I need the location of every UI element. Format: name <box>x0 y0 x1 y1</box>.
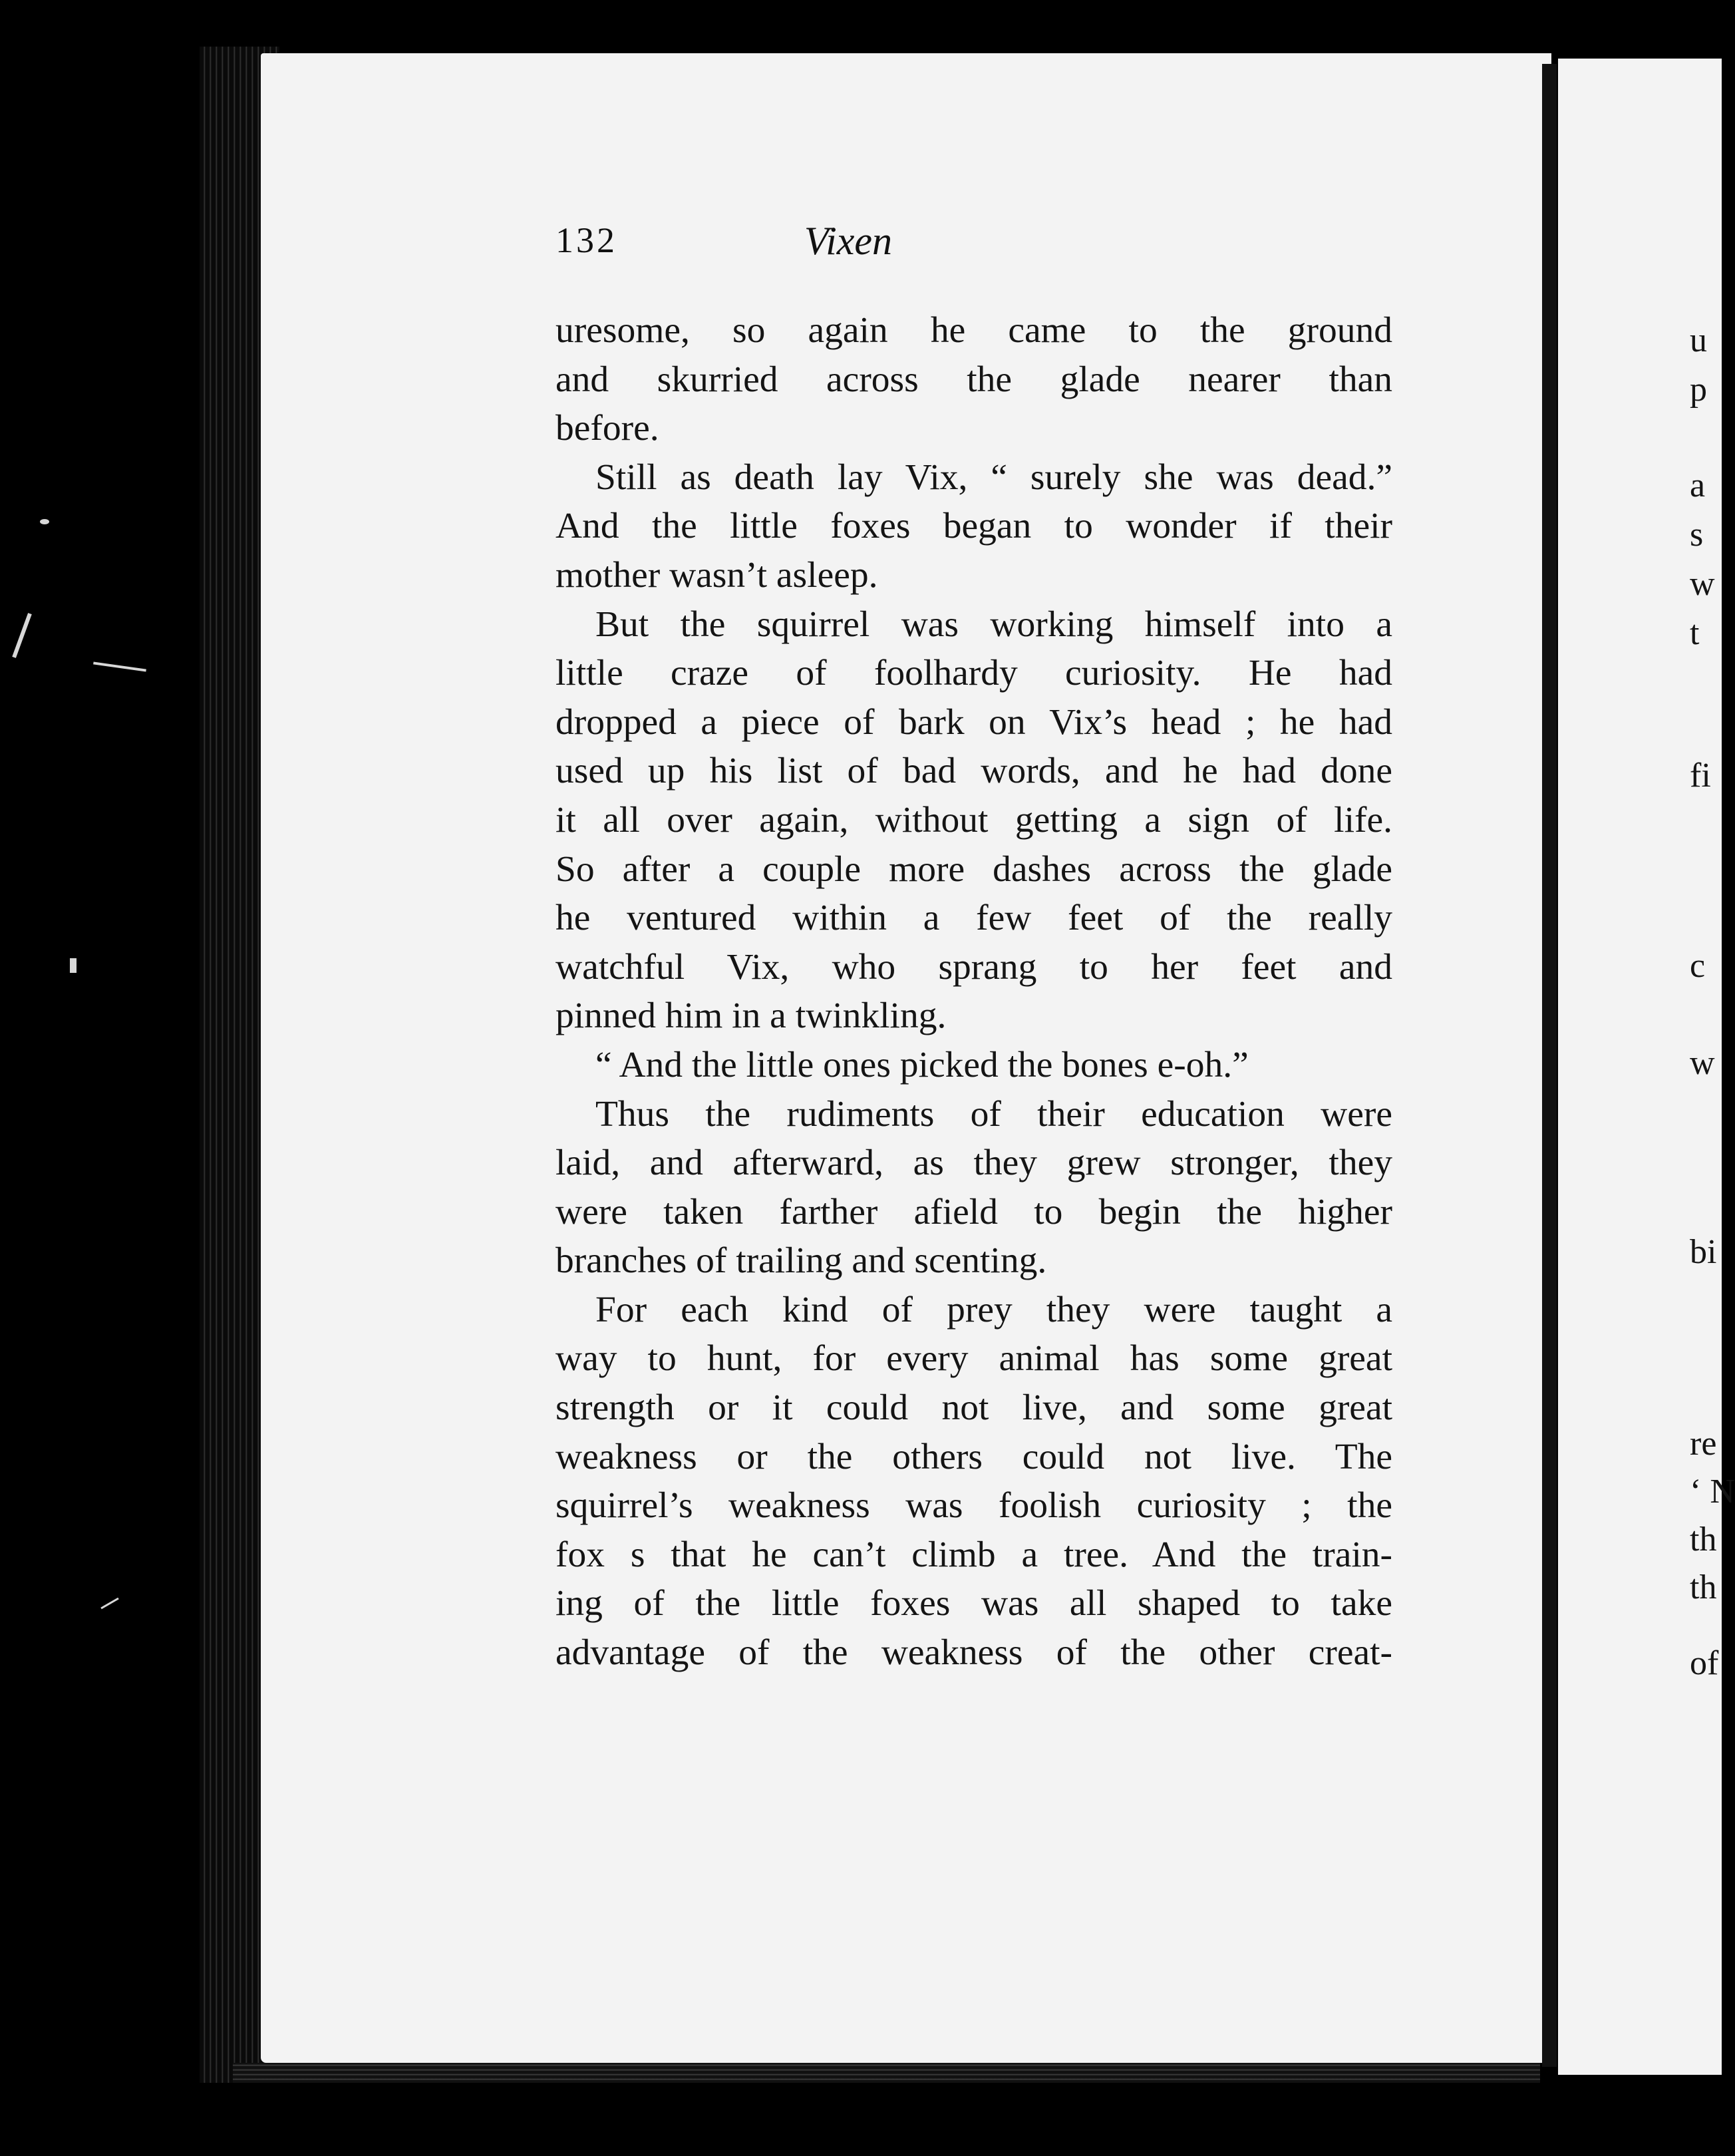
text-line: “ And the little ones picked the bones e-oh.” <box>595 1044 1249 1085</box>
right-page-fragment: w <box>1690 1044 1715 1082</box>
scan-speck <box>70 958 77 973</box>
right-page-fragment: a <box>1690 466 1706 504</box>
text-line: Still as death lay Vix, “ surely she was dead.” <box>595 456 1392 498</box>
text-line: and skurried across the glade nearer than <box>555 359 1392 400</box>
scan-speck <box>93 661 146 671</box>
text-line: pinned him in a twinkling. <box>555 995 947 1037</box>
scan-speck <box>12 613 32 658</box>
text-line: were taken farther afield to begin the higher <box>555 1191 1392 1232</box>
text-line: used up his list of bad words, and he had done <box>555 751 1392 792</box>
page-stack-bottom-edge <box>233 2063 1540 2083</box>
running-title: Vixen <box>804 219 893 263</box>
right-page-fragment: t <box>1690 614 1700 652</box>
text-line: squirrel’s weakness was foolish curiosity ; the <box>555 1485 1392 1527</box>
text-line: uresome, so again he came to the ground <box>555 310 1392 351</box>
text-line: branches of trailing and scenting. <box>555 1240 1047 1282</box>
text-line: before. <box>555 408 659 449</box>
text-line: it all over again, without getting a sign of life. <box>555 799 1392 840</box>
right-page-fragment: p <box>1690 371 1707 409</box>
page-number: 132 <box>555 220 617 260</box>
text-line: And the little foxes began to wonder if their <box>555 506 1392 547</box>
text-line: advantage of the weakness of the other creat- <box>555 1632 1392 1674</box>
right-page-fragment: u <box>1690 321 1707 359</box>
text-line: For each kind of prey they were taught a <box>595 1289 1392 1330</box>
text-line: weakness or the others could not live. The <box>555 1436 1392 1477</box>
text-line: dropped a piece of bark on Vix’s head ; he had <box>555 701 1392 743</box>
text-line: mother wasn’t asleep. <box>555 554 878 596</box>
text-line: But the squirrel was working himself into a <box>595 604 1392 645</box>
text-line: laid, and afterward, as they grew stronger, they <box>555 1143 1392 1184</box>
right-page-fragment: of <box>1690 1644 1719 1682</box>
right-page-fragment: bi <box>1690 1233 1717 1271</box>
text-line: So after a couple more dashes across the glade <box>555 848 1392 890</box>
right-page-fragment: s <box>1690 516 1704 554</box>
right-page-fragment: fi <box>1690 757 1711 795</box>
running-head <box>555 220 1041 273</box>
text-line: he ventured within a few feet of the really <box>555 898 1392 939</box>
scan-speck <box>100 1598 118 1610</box>
text-line: watchful Vix, who sprang to her feet and <box>555 946 1392 988</box>
text-line: little craze of foolhardy curiosity. He had <box>555 653 1392 694</box>
right-page-fragment: th <box>1690 1521 1717 1558</box>
text-line: Thus the rudiments of their education were <box>595 1093 1392 1135</box>
right-page-fragment: ‘ N <box>1690 1473 1735 1511</box>
text-line: strength or it could not live, and some great <box>555 1387 1392 1429</box>
body-text <box>555 306 1392 1678</box>
text-line: fox s that he can’t climb a tree. And the train- <box>555 1534 1392 1575</box>
text-line: ing of the little foxes was all shaped to take <box>555 1583 1392 1624</box>
spine-divider <box>1542 64 1557 2067</box>
right-page-fragment: re <box>1690 1425 1717 1463</box>
right-page-fragment: w <box>1690 565 1715 603</box>
right-page-fragment: th <box>1690 1568 1717 1606</box>
scan-speck <box>40 519 49 524</box>
text-line: way to hunt, for every animal has some great <box>555 1338 1392 1379</box>
right-page-fragment: c <box>1690 947 1706 985</box>
